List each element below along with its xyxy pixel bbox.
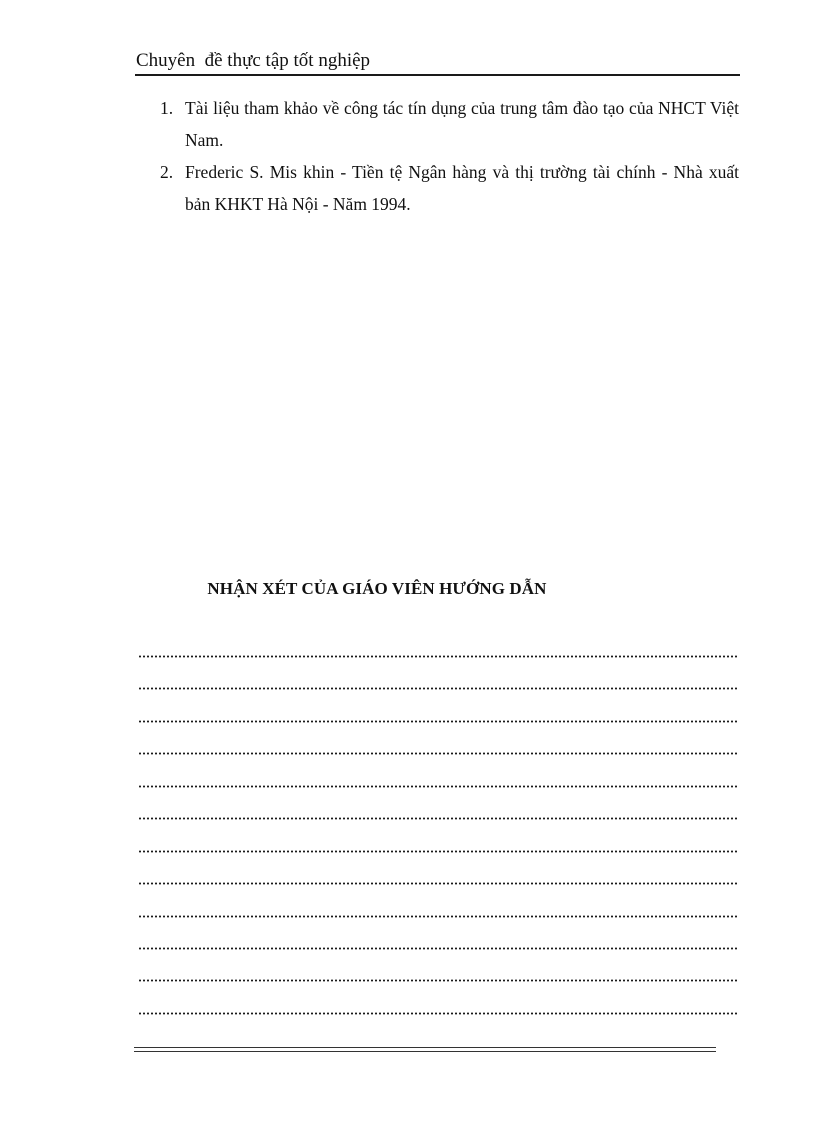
reference-text: Frederic S. Mis khin - Tiền tệ Ngân hàng và thị trường tài chính - Nhà xuất bản KHKT Hà Nội - Năm 1994. <box>185 162 739 214</box>
dotted-writing-line <box>138 1005 738 1037</box>
footer-double-rule <box>134 1047 716 1052</box>
reference-number: 2. <box>160 162 174 182</box>
reference-number: 1. <box>160 98 174 118</box>
page-header <box>135 50 740 76</box>
review-section-title: NHẬN XÉT CỦA GIÁO VIÊN HƯỚNG DẪN <box>207 579 547 598</box>
reference-list <box>135 92 739 220</box>
dotted-writing-line <box>138 778 738 810</box>
dotted-writing-line <box>138 908 738 940</box>
dotted-writing-line <box>138 843 738 875</box>
dotted-writing-line <box>138 810 738 842</box>
dotted-writing-line <box>138 648 738 680</box>
dotted-writing-line <box>138 680 738 712</box>
dotted-writing-line <box>138 875 738 907</box>
page-header-title: Chuyên đề thực tập tốt nghiệp <box>136 50 371 71</box>
dotted-writing-line <box>138 745 738 777</box>
dotted-writing-line <box>138 972 738 1004</box>
reference-item <box>135 156 739 220</box>
review-dotted-lines <box>138 648 738 1037</box>
dotted-writing-line <box>138 713 738 745</box>
reference-text: Tài liệu tham khảo về công tác tín dụng của trung tâm đào tạo của NHCT Việt Nam. <box>185 98 739 150</box>
dotted-writing-line <box>138 940 738 972</box>
reference-item <box>135 92 739 156</box>
